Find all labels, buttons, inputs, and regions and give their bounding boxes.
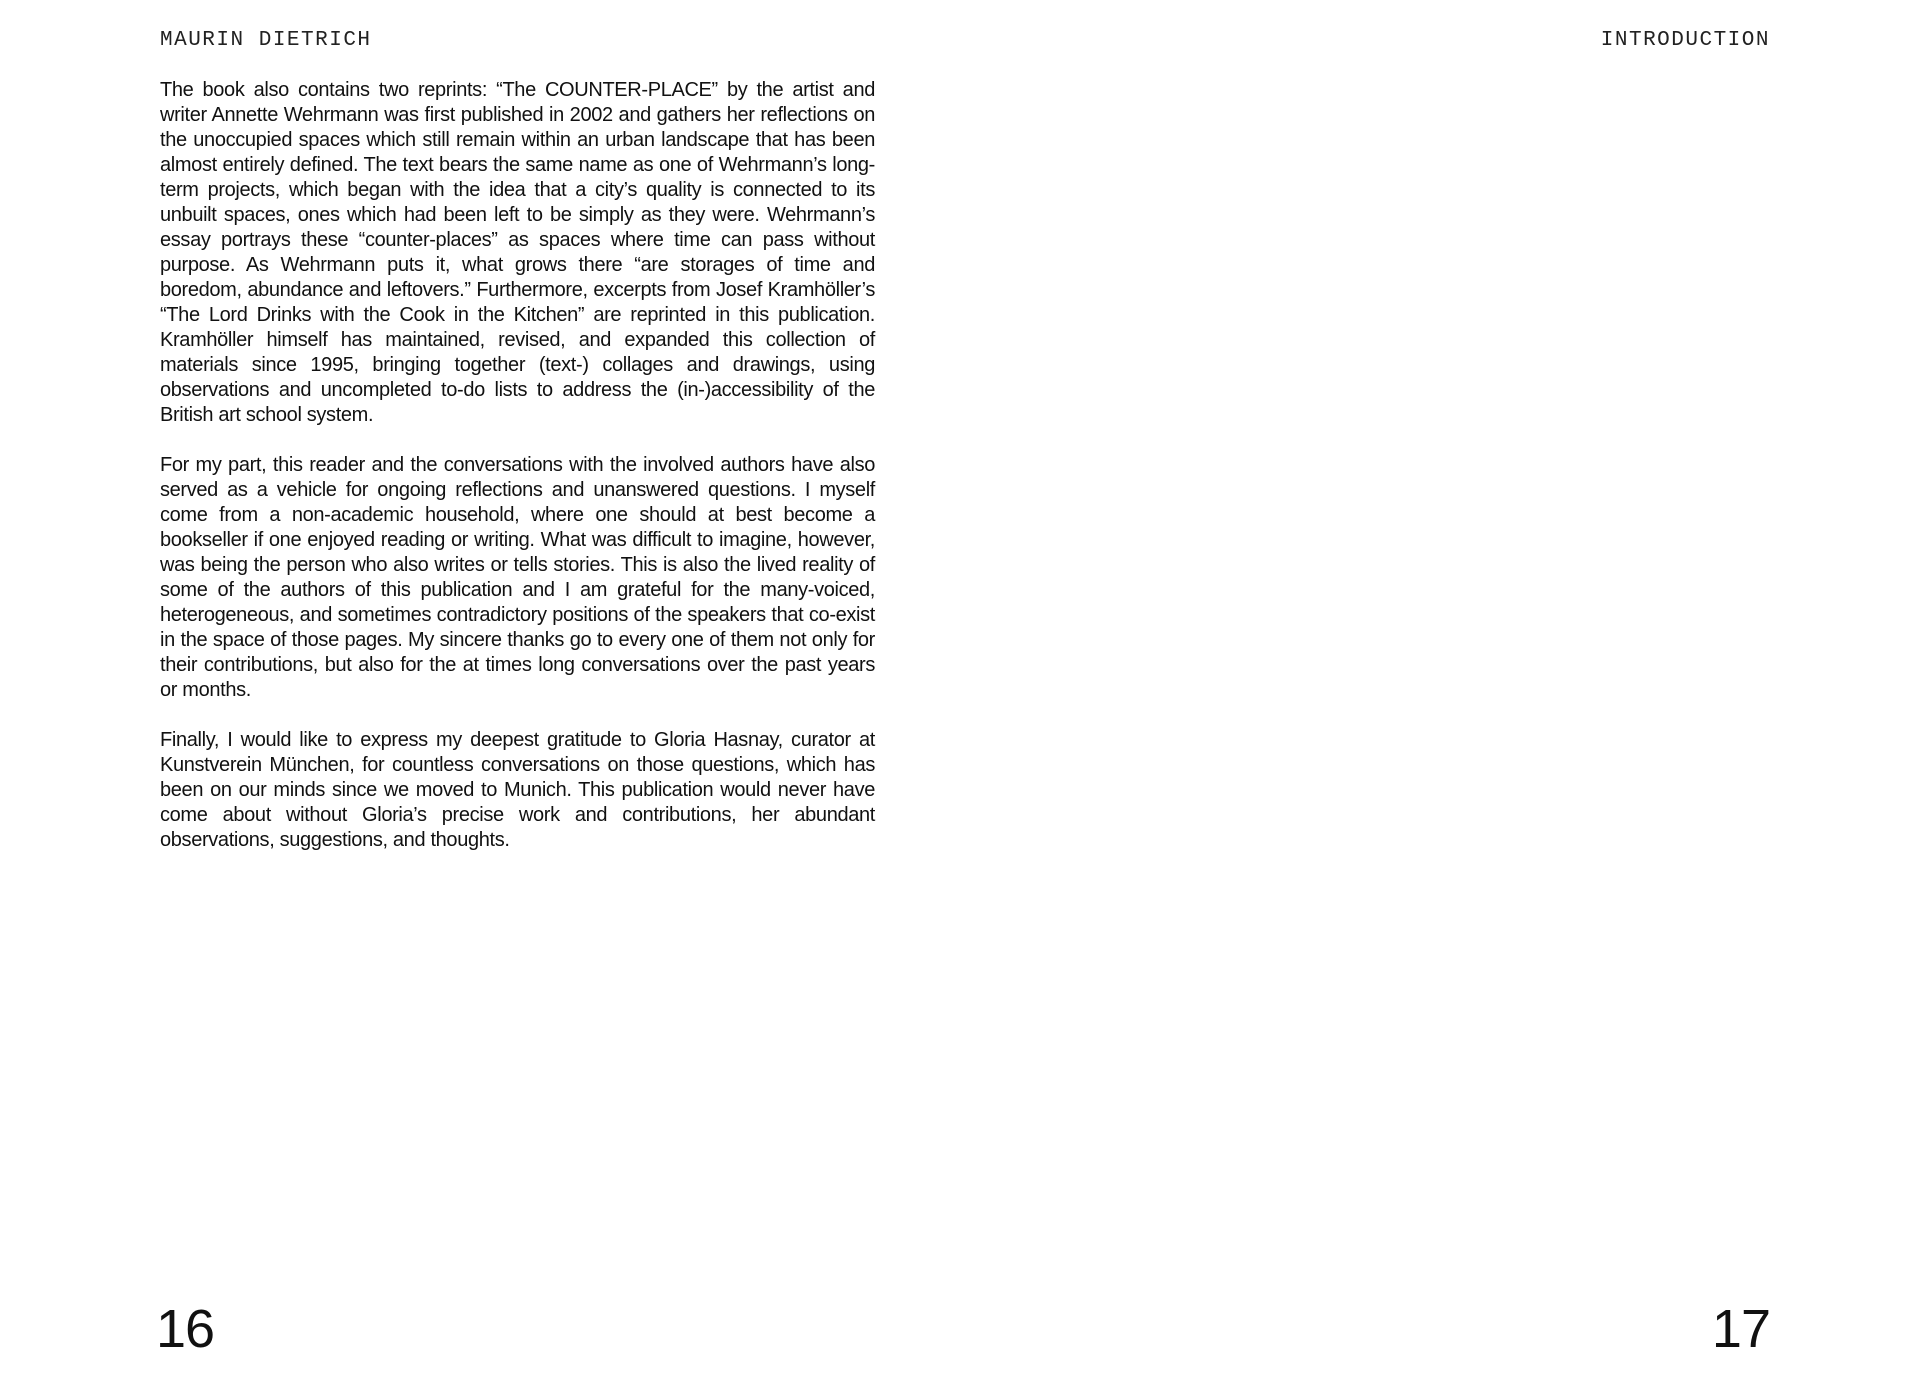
body-text-column xyxy=(160,78,875,853)
running-head-author: MAURIN DIETRICH xyxy=(160,29,372,52)
paragraph-reflections: For my part, this reader and the conversations with the involved authors have also served as a vehicle for ongoing reflections and unanswered questions. I myself come from a non-academic household, where one should at best become a bookseller if one enjoyed reading or writing. What was difficult to imagine, however, was being the person who also writes or tells stories. This is also the lived reality of some of the authors of this publication and I am grateful for the many-voiced, heterogeneous, and sometimes contradictory positions of the speakers that co-exist in the space of those pages. My sincere thanks go to every one of them not only for their contributions, but also for the at times long conversations over the past years or months. xyxy=(160,454,875,701)
page-number-right: 17 xyxy=(1711,1299,1770,1359)
page-number-left: 16 xyxy=(156,1299,215,1359)
paragraph-gratitude: Finally, I would like to express my deepest gratitude to Gloria Hasnay, curator at Kunstverein München, for countless conversations on those questions, which has been on our minds since we moved to Munich. This publication would never have come about without Gloria’s precise work and contributions, her abundant observations, suggestions, and thoughts. xyxy=(160,729,875,851)
paragraph-reprints: The book also contains two reprints: “The COUNTER-PLACE” by the artist and writer Annette Wehrmann was first published in 2002 and gathers her reflections on the unoccupied spaces which still remain within an urban landscape that has been almost entirely defined. The text bears the same name as one of Wehrmann’s long-term projects, which began with the idea that a city’s quality is connected to its unbuilt spaces, ones which had been left to be simply as they were. Wehrmann’s essay portrays these “counter-places” as spaces where time can pass without purpose. As Wehrmann puts it, what grows there “are storages of time and boredom, abundance and leftovers.” Furthermore, excerpts from Josef Kramhöller’s “The Lord Drinks with the Cook in the Kitchen” are reprinted in this publication. Kramhöller himself has maintained, revised, and expanded this collection of materials since 1995, bringing together (text-) collages and drawings, using observations and uncompleted to-do lists to address the (in-)accessibility of the British art school system. xyxy=(160,79,875,426)
running-head-section: INTRODUCTION xyxy=(1600,29,1770,52)
